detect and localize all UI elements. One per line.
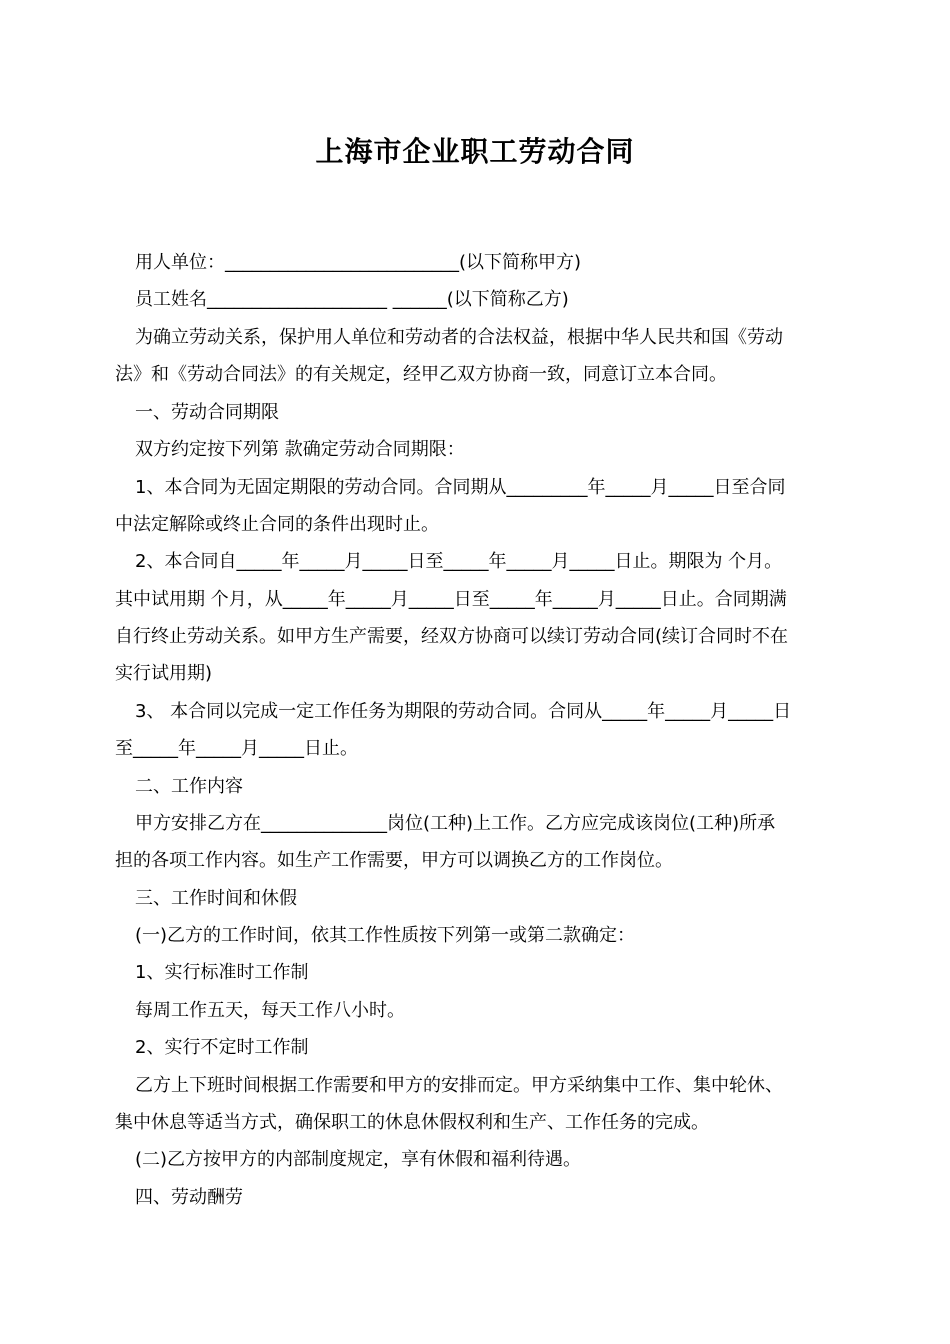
preamble-line-1: 为确立劳动关系，保护用人单位和劳动者的合法权益，根据中华人民共和国《劳动 <box>135 327 783 348</box>
document-title: 上海市企业职工劳动合同 <box>315 135 635 168</box>
leave-benefits: (二)乙方按甲方的内部制度规定，享有休假和福利待遇。 <box>135 1149 582 1170</box>
flexible-hours-line-1: 乙方上下班时间根据工作需要和甲方的安排而定。甲方采纳集中工作、集中轮休、 <box>135 1075 783 1096</box>
section-1-heading: 一、劳动合同期限 <box>135 402 279 423</box>
employee-line: 员工姓名____________________ ______(以下简称乙方) <box>135 289 569 310</box>
work-hours-intro: (一)乙方的工作时间，依其工作性质按下列第一或第二款确定： <box>135 925 636 946</box>
flexible-hours-heading: 2、实行不定时工作制 <box>135 1037 309 1058</box>
term-clause-1-line-1: 1、本合同为无固定期限的劳动合同。合同期从_________年_____月_____日至合同 <box>135 477 786 498</box>
term-clause-3-line-1: 3、 本合同以完成一定工作任务为期限的劳动合同。合同从_____年_____月_____日 <box>135 701 792 722</box>
work-content-line-2: 担的各项工作内容。如生产工作需要，甲方可以调换乙方的工作岗位。 <box>115 850 673 871</box>
standard-hours-detail: 每周工作五天，每天工作八小时。 <box>135 1000 405 1021</box>
section-4-heading: 四、劳动酬劳 <box>135 1187 243 1208</box>
work-content-line-1: 甲方安排乙方在______________岗位(工种)上工作。乙方应完成该岗位(工种)所承 <box>135 813 776 834</box>
term-clause-2-line-3: 自行终止劳动关系。如甲方生产需要，经双方协商可以续订劳动合同(续订合同时不在 <box>115 626 789 647</box>
standard-hours-heading: 1、实行标准时工作制 <box>135 962 309 983</box>
section-3-heading: 三、工作时间和休假 <box>135 888 297 909</box>
term-clause-2-line-1: 2、本合同自_____年_____月_____日至_____年_____月_____日止。期限为 个月。 <box>135 551 783 572</box>
preamble-line-2: 法》和《劳动合同法》的有关规定，经甲乙双方协商一致，同意订立本合同。 <box>115 364 727 385</box>
flexible-hours-line-2: 集中休息等适当方式，确保职工的休息休假权利和生产、工作任务的完成。 <box>115 1112 709 1133</box>
section-2-heading: 二、工作内容 <box>135 776 243 797</box>
term-clause-2-line-4: 实行试用期) <box>115 663 213 684</box>
term-clause-1-line-2: 中法定解除或终止合同的条件出现时止。 <box>115 514 439 535</box>
term-intro: 双方约定按下列第 款确定劳动合同期限： <box>135 439 465 460</box>
employer-line: 用人单位：__________________________(以下简称甲方) <box>135 252 582 273</box>
term-clause-3-line-2: 至_____年_____月_____日止。 <box>115 738 358 759</box>
term-clause-2-line-2: 其中试用期 个月，从_____年_____月_____日至_____年_____月_____日止。合同期满 <box>115 589 787 610</box>
